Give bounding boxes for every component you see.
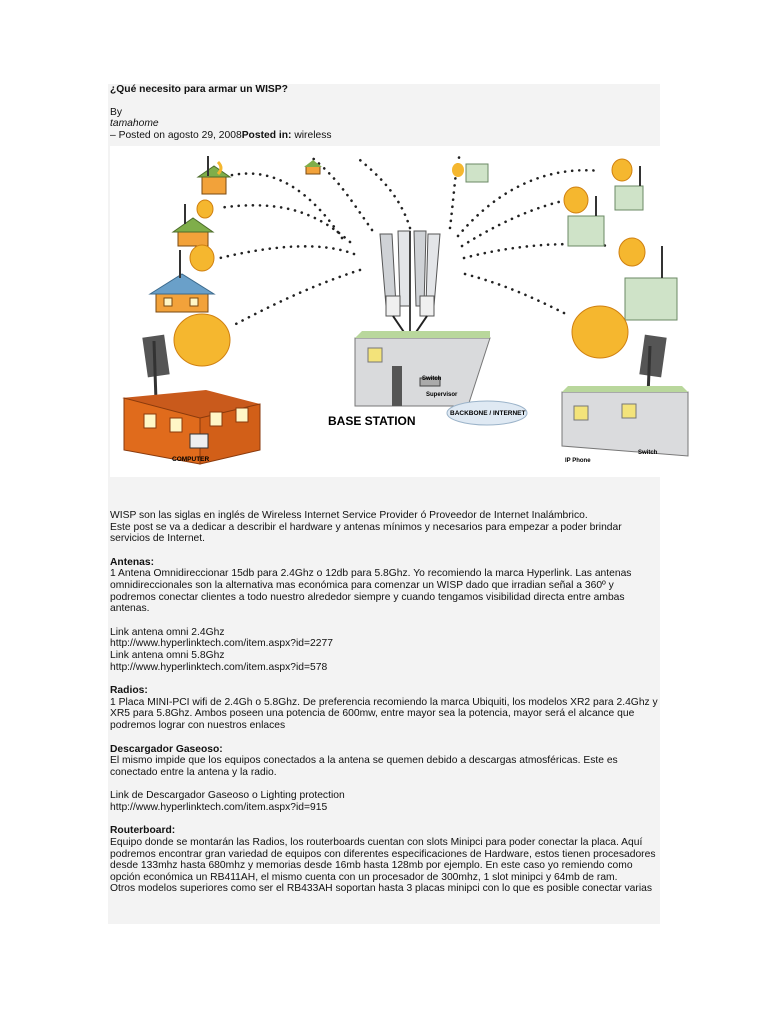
- section-heading: Routerboard:: [110, 825, 176, 837]
- client-house-small: [304, 160, 322, 174]
- link-label: Link antena omni 2.4Ghz: [110, 626, 225, 638]
- section-text: 1 Antena Omnidireccionar 15db para 2.4Ghz o 12db para 5.8Ghz. Yo recomiendo la marca Hyperlink. Las antenas omnidireccionales son la alternativa mas económica para comenzar un WISP dado que irradian señal a 360º y podremos conectar clientes a todo nuestro alrededor siempre y cuando tengamos visibilidad directa entre ambas antenas.: [110, 568, 632, 615]
- base-station-label: BASE STATION: [328, 414, 416, 428]
- link-label: Link de Descargador Gaseoso o Lighting protection: [110, 790, 345, 802]
- author-link[interactable]: tamahome: [110, 118, 159, 130]
- base-station-building: [328, 331, 527, 428]
- supervisor-label: Supervisor: [426, 392, 458, 398]
- computer-label: COMPUTER: [172, 456, 210, 463]
- link-url[interactable]: http://www.hyperlinktech.com/item.aspx?id=2277: [110, 638, 333, 650]
- article-title: ¿Qué necesito para armar un WISP?: [110, 84, 288, 95]
- posted-date: – Posted on agosto 29, 2008: [110, 129, 242, 141]
- link-label: Link antena omni 5.8Ghz: [110, 649, 225, 661]
- wisp-diagram-svg: [110, 146, 695, 477]
- switch-right-label: Switch: [638, 450, 658, 456]
- client-house-2: [173, 200, 213, 246]
- posted-line: [110, 130, 660, 142]
- wisp-diagram: [110, 146, 695, 477]
- section-antenas: [110, 557, 658, 673]
- ip-phone-label: IP Phone: [565, 458, 591, 464]
- client-building-5: [562, 306, 688, 464]
- posted-in-label: Posted in:: [241, 129, 292, 141]
- client-house-3: [150, 245, 214, 312]
- article-body: [110, 510, 658, 895]
- switch-label: Switch: [422, 376, 442, 382]
- intro-paragraph-1: WISP son las siglas en inglés de Wireless Internet Service Provider ó Proveedor de Internet Inalámbrico.: [110, 510, 588, 521]
- intro-paragraph-2: Este post se va a dedicar a describir el hardware y antenas mínimos y necesarios para empezar a poder brindar servicios de Internet.: [110, 521, 622, 545]
- section-text: Equipo donde se montarán las Radios, los routerboards cuentan con slots Minipci para poder conectar la placa. Aquí podremos encontrar gran variedad de equipos con diferentes especificaciones de Hardware, estos tienen procesadores desde 133mhz hasta 680mhz y memorias desde 16mb hasta 128mb por ejemplo. En este caso yo remiendo como opción económica un RB411AH, el mismo cuenta con un procesador de 300mhz, 1 slot minipci y 64mb de ram.: [110, 837, 656, 883]
- client-building-1: [452, 163, 488, 182]
- link-url[interactable]: http://www.hyperlinktech.com/item.aspx?id=578: [110, 661, 328, 673]
- section-routerboard: [110, 825, 658, 895]
- backbone-label: BACKBONE / INTERNET: [450, 410, 526, 417]
- section-heading: Descargador Gaseoso:: [110, 743, 223, 755]
- section-descargador: [110, 744, 658, 814]
- byline-label: By: [110, 106, 123, 118]
- section-heading: Antenas:: [110, 556, 155, 568]
- client-building-4: [619, 238, 677, 320]
- client-house-large: [122, 314, 260, 464]
- category-link[interactable]: wireless: [291, 129, 332, 141]
- client-house-1: [198, 156, 230, 194]
- section-radios: [110, 685, 658, 731]
- section-text: Otros modelos superiores como ser el RB433AH soportan hasta 3 placas minipci con lo que es posible conectar varias: [110, 883, 653, 895]
- client-building-2: [612, 159, 643, 210]
- section-text: 1 Placa MINI-PCI wifi de 2.4Gh o 5.8Ghz. De preferencia recomiendo la marca Ubiquiti, los modelos XR2 para 2.4Ghz y XR5 para 5.8Ghz. Ambos poseen una potencia de 600mw, entre mayor sea la potencia, mayor será el alcance que podremos lograr con nuestros enlaces: [110, 696, 658, 731]
- article-header: [110, 84, 660, 141]
- client-building-3: [564, 187, 604, 246]
- link-url[interactable]: http://www.hyperlinktech.com/item.aspx?id=915: [110, 801, 328, 813]
- section-heading: Radios:: [110, 685, 148, 697]
- base-station-antennas: [380, 231, 440, 341]
- section-text: El mismo impide que los equipos conectados a la antena se quemen debido a descargas atmosféricas. Este es conectado entre la antena y la radio.: [110, 755, 618, 778]
